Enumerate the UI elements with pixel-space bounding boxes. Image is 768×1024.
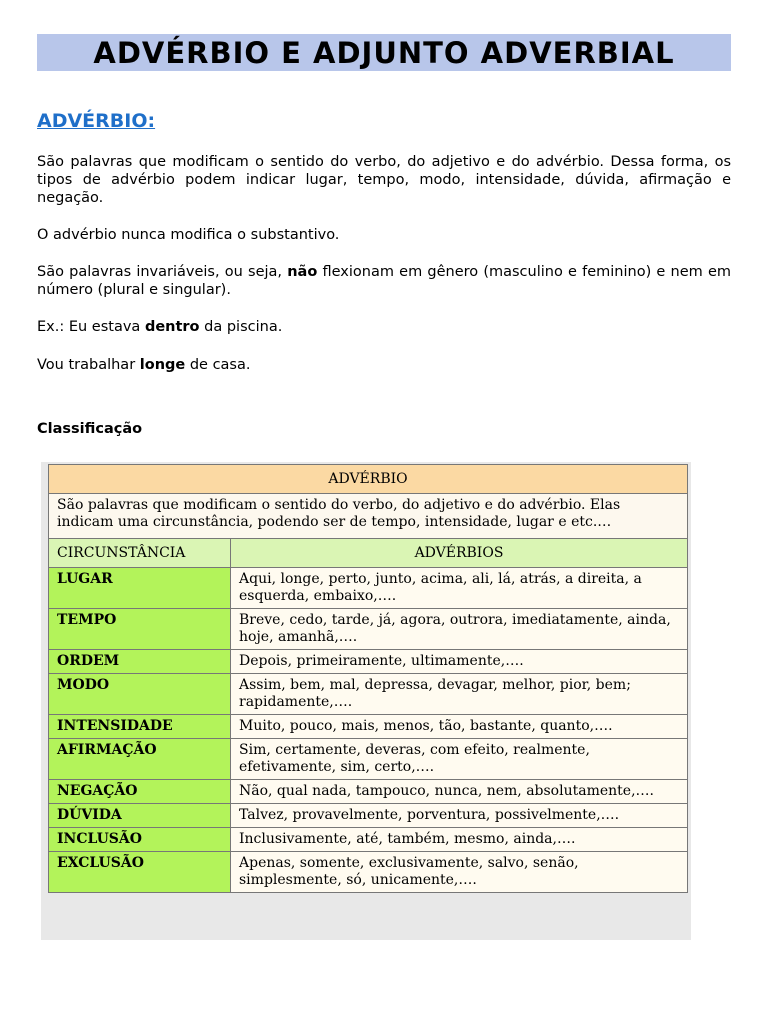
text-fragment: Ex.: Eu estava <box>37 319 145 335</box>
category-cell: DÚVIDA <box>49 804 231 828</box>
adverbs-cell: Apenas, somente, exclusivamente, salvo, senão, simplesmente, só, unicamente,…. <box>231 852 688 893</box>
bold-text: longe <box>139 357 186 373</box>
category-cell: NEGAÇÃO <box>49 780 231 804</box>
classification-label: Classificação <box>37 421 143 437</box>
column-header-adverbios: ADVÉRBIOS <box>231 539 688 568</box>
text-fragment: de casa. <box>185 357 251 373</box>
page-title: ADVÉRBIO E ADJUNTO ADVERBIAL <box>37 34 731 71</box>
table-row <box>49 852 688 893</box>
category-cell: MODO <box>49 674 231 715</box>
adverbs-cell: Inclusivamente, até, também, mesmo, ainda,…. <box>231 828 688 852</box>
text-fragment: São palavras invariáveis, ou seja, <box>37 264 288 280</box>
adverb-table <box>48 464 688 893</box>
table-row <box>49 739 688 780</box>
bold-text: dentro <box>144 319 200 335</box>
adverbs-cell: Depois, primeiramente, ultimamente,…. <box>231 650 688 674</box>
adverbs-cell: Muito, pouco, mais, menos, tão, bastante, quanto,…. <box>231 715 688 739</box>
category-cell: INCLUSÃO <box>49 828 231 852</box>
adverbs-cell: Aqui, longe, perto, junto, acima, ali, lá, atrás, a direita, a esquerda, embaixo,…. <box>231 568 688 609</box>
table-row <box>49 609 688 650</box>
adverbs-cell: Talvez, provavelmente, porventura, possivelmente,…. <box>231 804 688 828</box>
adverbs-cell: Sim, certamente, deveras, com efeito, realmente, efetivamente, sim, certo,…. <box>231 739 688 780</box>
category-cell: TEMPO <box>49 609 231 650</box>
paragraph-example-2 <box>37 356 731 374</box>
adverbs-cell: Assim, bem, mal, depressa, devagar, melhor, pior, bem; rapidamente,…. <box>231 674 688 715</box>
category-cell: INTENSIDADE <box>49 715 231 739</box>
category-cell: AFIRMAÇÃO <box>49 739 231 780</box>
table-description: São palavras que modificam o sentido do verbo, do adjetivo e do advérbio. Elas indicam uma circunstância, podendo ser de tempo, intensidade, lugar e etc.… <box>49 494 688 539</box>
category-cell: EXCLUSÃO <box>49 852 231 893</box>
paragraph-example-1 <box>37 318 731 336</box>
table-row <box>49 780 688 804</box>
column-header-circunstancia: CIRCUNSTÂNCIA <box>49 539 231 568</box>
table-header: ADVÉRBIO <box>49 465 688 494</box>
table-row <box>49 715 688 739</box>
table-row <box>49 804 688 828</box>
table-row <box>49 650 688 674</box>
bold-text: não <box>287 264 318 280</box>
category-cell: ORDEM <box>49 650 231 674</box>
adverbs-cell: Não, qual nada, tampouco, nunca, nem, absolutamente,…. <box>231 780 688 804</box>
text-fragment: flexionam em gênero (masculino e feminino) e nem em número (plural e singular). <box>37 264 732 298</box>
table-row <box>49 828 688 852</box>
paragraph-invariaveis <box>37 263 731 299</box>
paragraph-substantivo: O advérbio nunca modifica o substantivo. <box>37 227 340 243</box>
table-row <box>49 674 688 715</box>
category-cell: LUGAR <box>49 568 231 609</box>
table-row <box>49 568 688 609</box>
text-fragment: da piscina. <box>199 319 283 335</box>
adverbs-cell: Breve, cedo, tarde, já, agora, outrora, imediatamente, ainda, hoje, amanhã,…. <box>231 609 688 650</box>
paragraph-definition: São palavras que modificam o sentido do verbo, do adjetivo e do advérbio. Dessa forma, os tipos de advérbio podem indicar lugar, tempo, modo, intensidade, dúvida, afirmação e negação. <box>37 154 731 206</box>
section-heading: ADVÉRBIO: <box>37 110 156 132</box>
text-fragment: Vou trabalhar <box>37 357 140 373</box>
